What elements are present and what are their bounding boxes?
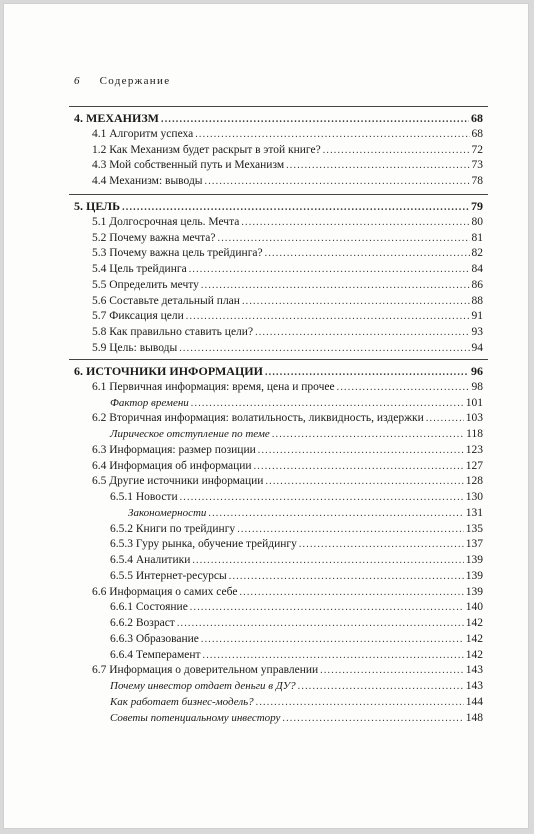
toc-entry-page: 127 bbox=[465, 459, 483, 472]
toc-entry[interactable] bbox=[92, 309, 483, 323]
toc-entry-page: 84 bbox=[471, 263, 483, 275]
dot-leader bbox=[265, 366, 469, 380]
dot-leader bbox=[272, 428, 464, 442]
toc-entry-title: 6.3 Информация: размер позиции bbox=[92, 443, 256, 456]
toc-entry-page: 144 bbox=[465, 695, 483, 708]
dot-leader bbox=[192, 554, 463, 568]
toc-entry-title: 5.5 Определить мечту bbox=[92, 278, 199, 291]
toc-entry-title: 6.1 Первичная информация: время, цена и прочее bbox=[92, 380, 335, 393]
toc-entry-page: 137 bbox=[465, 538, 483, 551]
dot-leader bbox=[242, 295, 470, 309]
toc-entry-page: 98 bbox=[471, 380, 483, 393]
toc-entry-title: 6. ИСТОЧНИКИ ИНФОРМАЦИИ bbox=[74, 364, 263, 378]
toc-entry[interactable] bbox=[110, 711, 483, 725]
toc-entry-page: 118 bbox=[466, 428, 483, 440]
dot-leader bbox=[241, 216, 469, 230]
dot-leader bbox=[239, 586, 463, 600]
toc-entry[interactable] bbox=[92, 231, 483, 245]
dot-leader bbox=[205, 175, 470, 189]
dot-leader bbox=[255, 326, 469, 340]
toc-entry[interactable] bbox=[92, 341, 483, 355]
toc-entry-page: 78 bbox=[471, 175, 483, 187]
toc-entry[interactable] bbox=[92, 380, 483, 394]
toc-entry[interactable] bbox=[92, 158, 483, 172]
toc-chapter[interactable] bbox=[74, 111, 483, 125]
toc-entry-title: 5. ЦЕЛЬ bbox=[74, 199, 121, 213]
toc-entry[interactable] bbox=[92, 585, 483, 599]
page-number: 6 bbox=[74, 75, 80, 87]
toc-entry-page: 142 bbox=[465, 632, 483, 645]
toc-entry-title: 5.7 Фиксация цели bbox=[92, 310, 184, 323]
dot-leader bbox=[323, 144, 470, 158]
toc-entry-title: 5.8 Как правильно ставить цели? bbox=[92, 326, 254, 338]
toc-entry[interactable] bbox=[92, 262, 483, 276]
toc-entry-title: 6.6.4 Темперамент bbox=[110, 648, 201, 661]
toc-entry-title: 4.4 Механизм: выводы bbox=[92, 175, 203, 187]
dot-leader bbox=[265, 475, 463, 489]
toc-entry-page: 96 bbox=[471, 364, 483, 378]
toc-entry-title: Фактор времени bbox=[110, 396, 189, 409]
toc-entry-title: Лирическое отступление по теме bbox=[110, 428, 270, 440]
toc-entry[interactable] bbox=[92, 294, 483, 308]
toc-entry-page: 79 bbox=[471, 199, 483, 213]
toc-entry[interactable] bbox=[110, 616, 483, 630]
dot-leader bbox=[299, 538, 464, 552]
dot-leader bbox=[201, 633, 464, 647]
toc-entry-title: 5.1 Долгосрочная цель. Мечта bbox=[92, 215, 240, 228]
toc-entry-title: 5.6 Составьте детальный план bbox=[92, 294, 240, 307]
book-page bbox=[3, 3, 529, 829]
toc-entry-page: 123 bbox=[465, 443, 483, 456]
toc-entry-page: 91 bbox=[471, 310, 483, 323]
toc-entry-page: 93 bbox=[471, 326, 483, 338]
toc-entry-page: 101 bbox=[465, 396, 483, 409]
toc-entry[interactable] bbox=[110, 600, 483, 614]
toc-entry-title: 1.2 Как Механизм будет раскрыт в этой книге? bbox=[92, 143, 321, 156]
toc-entry-title: Почему инвестор отдает деньги в ДУ? bbox=[110, 680, 296, 692]
dot-leader bbox=[189, 263, 470, 277]
toc-entry[interactable] bbox=[92, 174, 483, 188]
toc-entry[interactable] bbox=[92, 127, 483, 141]
toc-entry-title: 6.5.2 Книги по трейдингу bbox=[110, 522, 236, 535]
toc-entry[interactable] bbox=[110, 553, 483, 567]
toc-entry-page: 82 bbox=[471, 247, 483, 260]
section-rule bbox=[69, 194, 488, 195]
toc-entry[interactable] bbox=[110, 427, 483, 441]
toc-entry[interactable] bbox=[110, 695, 483, 709]
dot-leader bbox=[191, 397, 464, 411]
dot-leader bbox=[180, 491, 464, 505]
toc-entry-page: 135 bbox=[465, 522, 483, 535]
toc-entry[interactable] bbox=[110, 522, 483, 536]
toc-entry-title: 6.6.3 Образование bbox=[110, 632, 199, 645]
dot-leader bbox=[203, 649, 464, 663]
toc-entry[interactable] bbox=[110, 679, 483, 693]
running-title: Содержание bbox=[99, 75, 171, 87]
toc-entry-title: 5.3 Почему важна цель трейдинга? bbox=[92, 247, 263, 260]
toc-chapter[interactable] bbox=[74, 364, 483, 378]
dot-leader bbox=[254, 460, 464, 474]
dot-leader bbox=[256, 696, 464, 710]
toc-entry-page: 142 bbox=[465, 617, 483, 629]
toc-chapter[interactable] bbox=[74, 199, 483, 213]
dot-leader bbox=[122, 201, 469, 215]
dot-leader bbox=[229, 570, 464, 584]
toc-entry-page: 94 bbox=[471, 341, 483, 354]
dot-leader bbox=[201, 279, 470, 293]
dot-leader bbox=[265, 247, 470, 261]
running-header bbox=[74, 75, 170, 87]
dot-leader bbox=[208, 507, 463, 521]
toc-entry[interactable] bbox=[110, 632, 483, 646]
toc-entry-title: Закономерности bbox=[128, 506, 207, 519]
toc-entry[interactable] bbox=[92, 474, 483, 488]
dot-leader bbox=[161, 113, 469, 127]
dot-leader bbox=[218, 232, 470, 246]
toc-entry-page: 143 bbox=[465, 664, 483, 677]
toc-entry-title: 6.4 Информация об информации bbox=[92, 459, 252, 472]
toc-entry-title: 5.9 Цель: выводы bbox=[92, 341, 178, 354]
toc-entry-title: 6.6 Информация о самих себе bbox=[92, 585, 238, 598]
dot-leader bbox=[186, 310, 470, 324]
toc-entry-page: 139 bbox=[465, 554, 483, 566]
dot-leader bbox=[177, 617, 464, 631]
toc-entry[interactable] bbox=[92, 215, 483, 229]
section-rule bbox=[69, 359, 488, 360]
toc-entry-page: 86 bbox=[471, 278, 483, 291]
toc-entry-title: Как работает бизнес-модель? bbox=[110, 695, 254, 708]
toc-entry-page: 81 bbox=[471, 231, 483, 244]
toc-entry-page: 148 bbox=[465, 711, 483, 724]
dot-leader bbox=[258, 444, 464, 458]
dot-leader bbox=[426, 412, 464, 426]
toc-entry[interactable] bbox=[92, 325, 483, 339]
toc-entry[interactable] bbox=[92, 411, 483, 425]
dot-leader bbox=[298, 680, 464, 694]
dot-leader bbox=[179, 342, 469, 356]
toc-entry-page: 73 bbox=[471, 159, 483, 172]
dot-leader bbox=[337, 381, 470, 395]
toc-entry[interactable] bbox=[92, 278, 483, 292]
toc-entry-title: 6.5.3 Гуру рынка, обучение трейдингу bbox=[110, 538, 297, 551]
toc-entry-title: 6.7 Информация о доверительном управлении bbox=[92, 664, 319, 677]
dot-leader bbox=[190, 601, 464, 615]
toc-entry[interactable] bbox=[92, 143, 483, 157]
toc-entry[interactable] bbox=[128, 506, 483, 520]
toc-entry-title: 6.5.5 Интернет-ресурсы bbox=[110, 569, 227, 582]
toc-entry[interactable] bbox=[110, 569, 483, 583]
dot-leader bbox=[195, 128, 469, 142]
dot-leader bbox=[286, 159, 469, 173]
toc-entry-title: 4.1 Алгоритм успеха bbox=[92, 127, 194, 140]
toc-entry-page: 88 bbox=[471, 294, 483, 307]
toc-entry-page: 80 bbox=[471, 215, 483, 228]
toc-entry-title: 5.4 Цель трейдинга bbox=[92, 263, 187, 275]
toc-entry-page: 68 bbox=[471, 127, 483, 140]
toc-entry-title: 6.2 Вторичная информация: волатильность, ликвидность, издержки bbox=[92, 412, 424, 425]
toc-entry-page: 128 bbox=[465, 475, 483, 488]
dot-leader bbox=[320, 664, 464, 678]
toc-entry-page: 68 bbox=[471, 111, 483, 125]
toc-entry-title: 6.5.4 Аналитики bbox=[110, 554, 191, 566]
toc-entry-title: 6.6.1 Состояние bbox=[110, 601, 188, 614]
toc-entry-title: 6.5.1 Новости bbox=[110, 491, 178, 503]
toc-entry[interactable] bbox=[92, 663, 483, 677]
toc-entry-page: 139 bbox=[465, 569, 483, 582]
toc-entry-title: Советы потенциальному инвестору bbox=[110, 711, 281, 724]
toc-entry-page: 139 bbox=[465, 585, 483, 598]
dot-leader bbox=[282, 712, 463, 726]
toc-entry-title: 5.2 Почему важна мечта? bbox=[92, 231, 216, 244]
toc-entry[interactable] bbox=[110, 490, 483, 504]
toc-entry[interactable] bbox=[92, 246, 483, 260]
toc-entry-title: 6.5 Другие источники информации bbox=[92, 475, 264, 488]
toc-entry[interactable] bbox=[92, 443, 483, 457]
toc-entry-page: 140 bbox=[465, 601, 483, 614]
dot-leader bbox=[237, 523, 464, 537]
section-rule bbox=[69, 106, 488, 107]
toc-entry[interactable] bbox=[110, 537, 483, 551]
toc-entry-page: 130 bbox=[465, 491, 483, 503]
toc-entry-title: 4.3 Мой собственный путь и Механизм bbox=[92, 159, 285, 172]
toc-entry-page: 72 bbox=[471, 143, 483, 156]
toc-entry-title: 4. МЕХАНИЗМ bbox=[74, 111, 159, 125]
toc-entry-page: 131 bbox=[465, 506, 483, 519]
toc-entry-page: 143 bbox=[465, 680, 483, 692]
toc-entry-page: 142 bbox=[465, 648, 483, 661]
toc-entry[interactable] bbox=[110, 648, 483, 662]
toc-entry[interactable] bbox=[110, 396, 483, 410]
toc-entry-title: 6.6.2 Возраст bbox=[110, 617, 175, 629]
toc-entry[interactable] bbox=[92, 459, 483, 473]
toc-entry-page: 103 bbox=[465, 412, 483, 425]
